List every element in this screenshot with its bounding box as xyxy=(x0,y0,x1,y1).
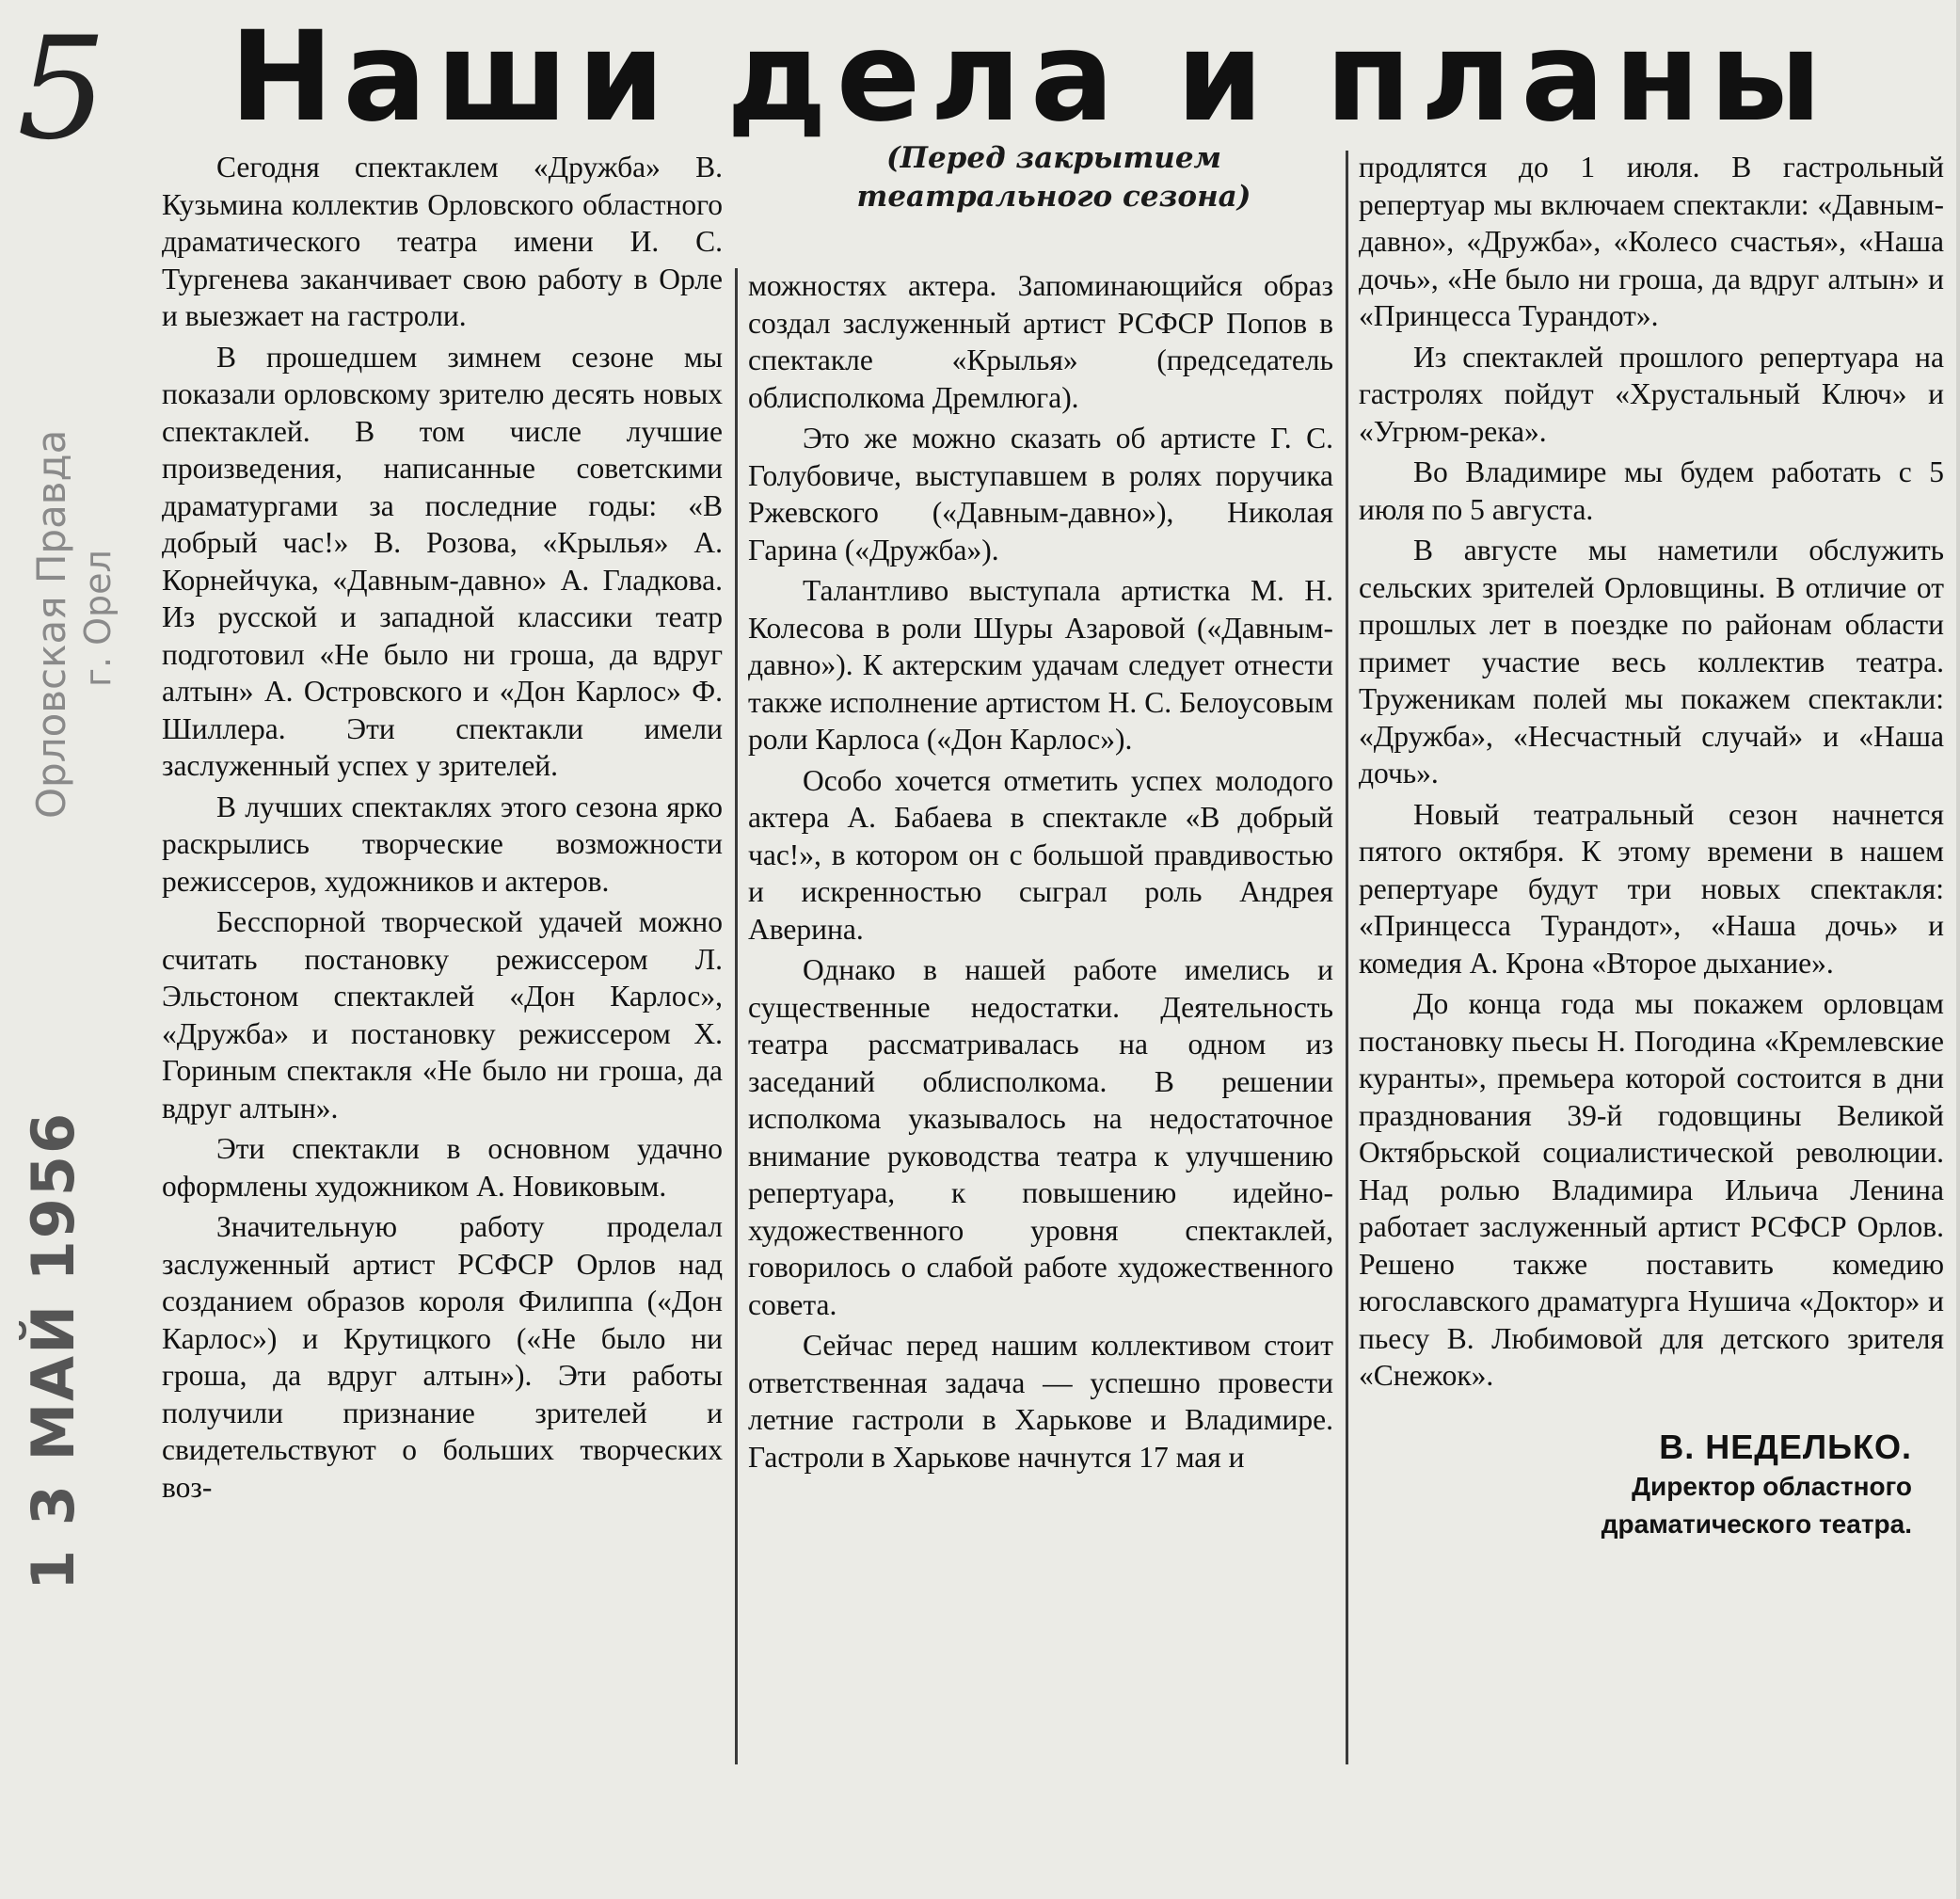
article-column-2 xyxy=(748,267,1333,1479)
paragraph: Новый театральный сезон начнется пятого октября. К этому времени в нашем репертуаре будут три новых спектакля: «Принцесса Турандот», «Наша дочь» и комедия А. Крона «Второе дыхание». xyxy=(1359,797,1944,980)
paragraph: До конца года мы покажем орловцам постановку пьесы Н. Погодина «Кремлевские куранты», премьера которой состоится в дни празднования 39-й годовщины Великой Октябрьской социалистической революции. Над ролью Владимира Ильича Ленина работает заслуженный артист РСФСР Орлов. Решено также поставить комедию югославского драматурга Нушича «Доктор» и пьесу В. Любимовой для детского зрителя «Снежок». xyxy=(1359,987,1944,1392)
city-stamp: г. Орел xyxy=(77,550,119,687)
article-column-1 xyxy=(162,149,723,1509)
subtitle-line-2: театрального сезона) xyxy=(856,180,1251,214)
paragraph: Это же можно сказать об артисте Г. С. Голубовиче, выступавшем в ролях поручика Ржевского («Давным-давно»), Николая Гарина («Дружба»). xyxy=(748,422,1333,567)
paragraph: Сейчас перед нашим коллективом стоит ответственная задача — успешно провести летние гастроли в Харькове и Владимире. Гастроли в Харькове начнутся 17 мая и xyxy=(748,1329,1333,1474)
date-stamp xyxy=(19,1110,94,1600)
paragraph: продлятся до 1 июля. В гастрольный репертуар мы включаем спектакли: «Давным-давно», «Дружба», «Колесо счастья», «Наша дочь», «Не было ни гроша, да вдруг алтын» и «Принцесса Турандот». xyxy=(1359,151,1944,332)
page-number: 5 xyxy=(17,8,107,171)
paragraph: В прошедшем зимнем сезоне мы показали орловскому зрителю десять новых спектаклей. В том числе лучшие произведения, написанные советскими драматургами за последние годы: «В добрый час!» В. Розова, «Крылья» А. Корнейчука, «Давным-давно» А. Гладкова. Из русской и западной классики театр подготовил «Не было ни гроша, да вдруг алтын» А. Островского и «Дон Карлос» Ф. Шиллера. Эти спектакли имели заслуженный успех у зрителей. xyxy=(162,340,723,782)
paragraph: Однако в нашей работе имелись и существенные недостатки. Деятельность театра рассматривалась на одном из заседаний облисполкома. В решении исполкома указывалось на недостаточное внимание руководства театра к улучшению репертуара, к повышению идейно-художественного уровня спектаклей, говорилось о слабой работе художественного совета. xyxy=(748,953,1333,1321)
paragraph: Бесспорной творческой удачей можно считать постановку режиссером Л. Эльстоном спектаклей «Дон Карлос», «Дружба» и постановку режиссером Х. Гориным спектакля «Не было ни гроша, да вдруг алтын». xyxy=(162,905,723,1125)
paragraph: Эти спектакли в основном удачно оформлены художником А. Новиковым. xyxy=(162,1132,723,1203)
paragraph: Особо хочется отметить успех молодого актера А. Бабаева в спектакле «В добрый час!», в котором он с большой правдивостью и искренностью сыграл роль Андрея Аверина. xyxy=(748,763,1333,946)
paragraph: Значительную работу проделал заслуженный артист РСФСР Орлов над созданием образов короля Филиппа («Дон Карлос») и Крутицкого («Не было ни гроша, да вдруг алтын»). Эти работы получили признание зрителей и свидетельствуют о больших творческих воз- xyxy=(162,1210,723,1504)
article-headline: Наши дела и планы xyxy=(230,5,1831,150)
paragraph: Сегодня спектаклем «Дружба» В. Кузьмина коллектив Орловского областного драматического театра имени И. С. Тургенева заканчивает свою работу в Орле и выезжает на гастроли. xyxy=(162,151,723,332)
newspaper-stamp xyxy=(28,348,122,838)
article-column-3 xyxy=(1359,149,1944,1543)
paragraph: можностях актера. Запоминающийся образ создал заслуженный артист РСФСР Попов в спектакле «Крылья» (председатель облисполкома Дремлюга). xyxy=(748,269,1333,414)
paragraph: Из спектаклей прошлого репертуара на гастролях пойдут «Хрустальный Ключ» и «Угрюм-река». xyxy=(1359,340,1944,448)
article-subtitle xyxy=(753,139,1355,216)
author-role-line-2: драматического театра. xyxy=(1601,1508,1912,1539)
author-name: В. НЕДЕЛЬКО. xyxy=(1659,1427,1912,1466)
paragraph: В лучших спектаклях этого сезона ярко раскрылись творческие возможности режиссеров, художников и актеров. xyxy=(162,790,723,898)
column-divider xyxy=(735,268,738,1764)
paragraph: В августе мы наметили обслужить сельских зрителей Орловщины. В отличие от прошлых лет в поездке по районам области примет участие весь коллектив театра. Труженикам полей мы покажем спектакли: «Дружба», «Несчастный случай» и «Наша дочь». xyxy=(1359,534,1944,790)
paragraph: Во Владимире мы будем работать с 5 июля по 5 августа. xyxy=(1359,455,1944,526)
paragraph: Талантливо выступала артистка М. Н. Колесова в роли Шуры Азаровой («Давным-давно»). К актерским удачам следует отнести также исполнение артистом Н. С. Белоусовым роли Карлоса («Дон Карлос»). xyxy=(748,574,1333,756)
subtitle-line-1: (Перед закрытием xyxy=(885,141,1222,175)
author-role-line-1: Директор областного xyxy=(1632,1471,1912,1501)
newspaper-name-stamp: Орловская Правда xyxy=(28,429,74,819)
column-divider xyxy=(1346,151,1348,1764)
author-signature xyxy=(1359,1427,1944,1543)
date-stamp-text: 1 3 МАЙ 1956 xyxy=(19,1110,88,1590)
